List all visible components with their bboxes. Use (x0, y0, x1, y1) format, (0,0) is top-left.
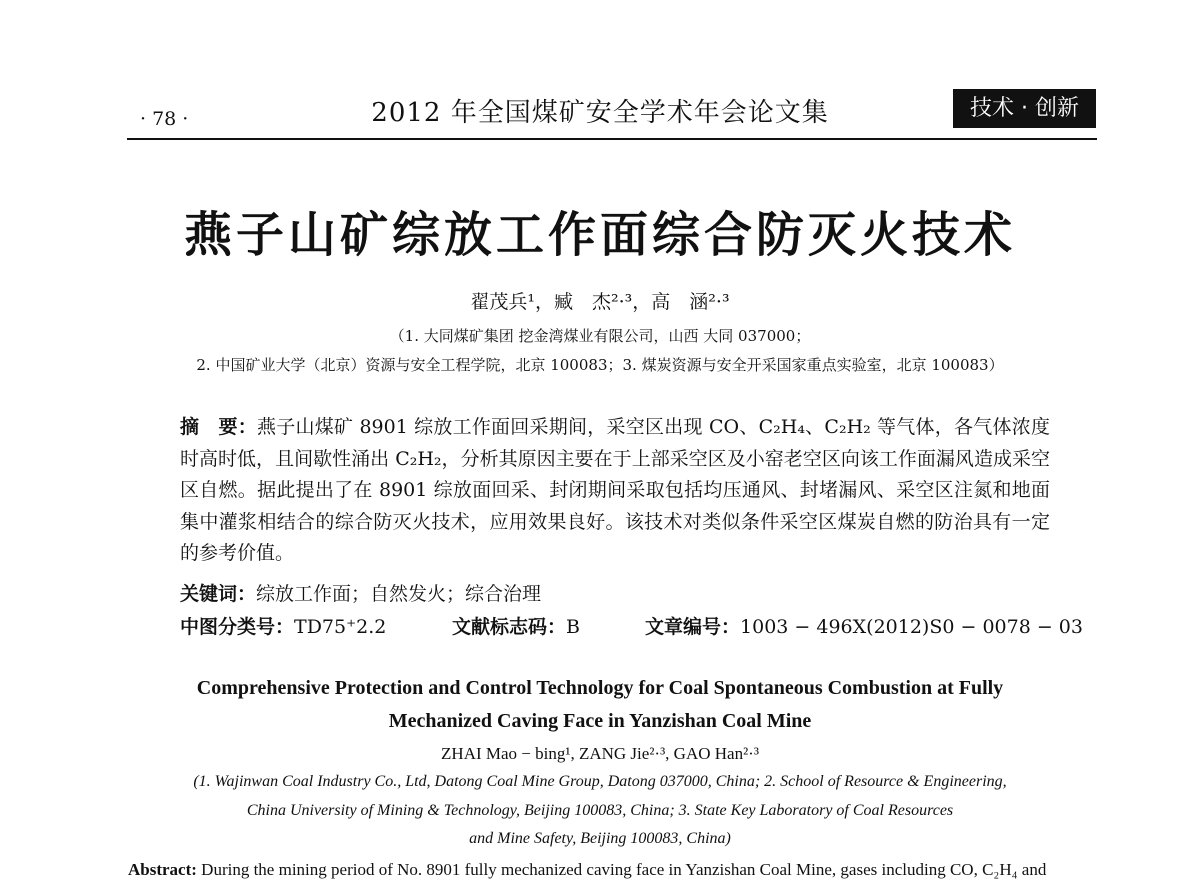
doc-code-value: B (566, 616, 580, 638)
affiliation-cn-1: （1. 大同煤矿集团 挖金湾煤业有限公司，山西 大同 037000； (389, 327, 811, 345)
paper-title-cn: 燕子山矿综放工作面综合防灭火技术 (183, 207, 1016, 263)
affiliation-en-2: China University of Mining & Technology, Beijing 100083, China; 3. State Key Laboratory of Coal Resources (246, 802, 954, 819)
article-number-label: 文章编号： (645, 616, 741, 638)
paper-title-en-line-2: Mechanized Caving Face in Yanzishan Coal Mine (388, 710, 812, 732)
article-number-value: 1003 − 496X(2012)S0 − 0078 − 03 (740, 616, 1083, 638)
clc-number (180, 612, 386, 639)
abstract-en-label: Abstract: (128, 860, 197, 879)
clc-label: 中图分类号： (180, 616, 295, 638)
affiliation-cn-2: 2. 中国矿业大学（北京）资源与安全工程学院，北京 100083；3. 煤炭资源与安全开采国家重点实验室，北京 100083） (196, 356, 1004, 374)
keywords-text: 综放工作面；自然发火；综合治理 (256, 583, 542, 605)
document-code (452, 612, 580, 639)
page-number: · 78 · (140, 108, 189, 130)
section-badge: 技术 · 创新 (953, 89, 1096, 128)
doc-code-label: 文献标志码： (452, 616, 567, 638)
abstract-cn (180, 412, 1050, 570)
abstract-cn-text: 燕子山煤矿 8901 综放工作面回采期间，采空区出现 CO、C₂H₄、C₂H₂ 等气体，各气体浓度时高时低，且间歇性涌出 C₂H₂，分析其原因主要在于上部采空区及小窑老空区向该工作面漏风造成采空区自燃。据此提出了在 8901 综放面回采、封闭期间采取包括均压通风、封堵漏风、采空区注氮和地面集中灌浆相结合的综合防灭火技术，应用效果良好。该技术对类似条件采空区煤炭自燃的防治具有一定的参考价值。 (180, 416, 1050, 564)
journal-title: 2012 年全国煤矿安全学术年会论文集 (371, 98, 829, 128)
abstract-cn-label: 摘 要： (180, 416, 257, 438)
keywords (180, 579, 541, 606)
header-divider (127, 138, 1097, 140)
affiliation-en-3: and Mine Safety, Beijing 100083, China) (469, 830, 731, 847)
clc-value: TD75⁺2.2 (294, 616, 387, 638)
affiliation-en-1: (1. Wajinwan Coal Industry Co., Ltd, Datong Coal Mine Group, Datong 037000, China; 2. School of Resource & Engineering, (193, 773, 1007, 790)
abstract-en (128, 860, 1098, 880)
authors-en: ZHAI Mao − bing¹, ZANG Jie²·³, GAO Han²·³ (441, 744, 759, 763)
keywords-label: 关键词： (180, 583, 257, 605)
authors-cn: 翟茂兵¹，臧 杰²·³，高 涵²·³ (470, 291, 730, 313)
paper-title-en-line-1: Comprehensive Protection and Control Technology for Coal Spontaneous Combustion at Fully (196, 677, 1004, 699)
abstract-en-text: During the mining period of No. 8901 fully mechanized caving face in Yanzishan Coal Mine, gases including CO, C₂H₄ and (201, 860, 1047, 879)
article-number (645, 612, 1083, 639)
